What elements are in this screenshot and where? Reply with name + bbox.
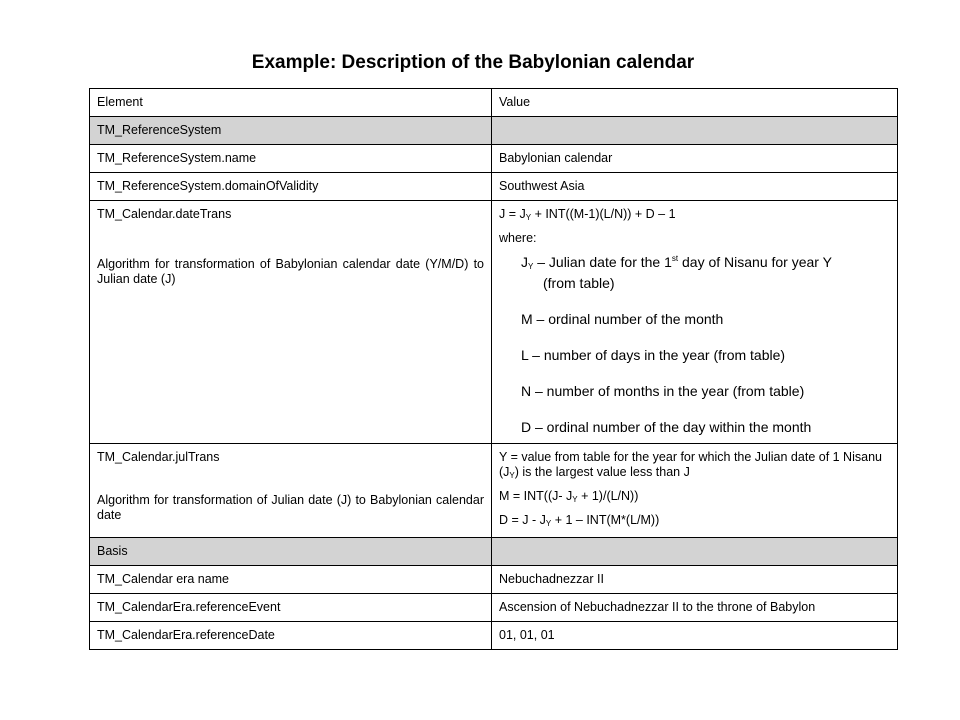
table-row (90, 444, 898, 538)
where-label: where: (499, 231, 537, 245)
variable-jy: JY – Julian date for the 1st day of Nisanu for year Y (521, 254, 832, 271)
table-header-row (90, 89, 898, 117)
variable-m: M – ordinal number of the month (521, 311, 724, 327)
table-row (90, 145, 898, 173)
table-row (90, 622, 898, 650)
calendar-table (89, 88, 898, 650)
variable-l: L – number of days in the year (from table) (521, 347, 786, 363)
formula-d: D = J - JY + 1 – INT(M*(L/M)) (499, 513, 660, 528)
variable-d: D – ordinal number of the day within the month (521, 419, 812, 435)
header-value: Value (492, 89, 898, 117)
variable-n: N – number of months in the year (from table) (521, 383, 805, 399)
table-row (90, 538, 898, 566)
element-name: TM_Calendar.dateTrans (97, 207, 232, 221)
formula: J = JY + INT((M-1)(L/N)) + D – 1 (499, 207, 676, 222)
table-row (90, 173, 898, 201)
element-description: Algorithm for transformation of Julian date (J) to Babylonian calendar date (97, 493, 484, 522)
value-cell (492, 538, 898, 566)
element-cell: Basis (90, 538, 492, 566)
page-title: Example: Description of the Babylonian calendar (251, 52, 695, 73)
header-element: Element (90, 89, 492, 117)
table-row (90, 594, 898, 622)
table-row (90, 566, 898, 594)
value-cell: Babylonian calendar (492, 145, 898, 173)
value-cell: Nebuchadnezzar II (492, 566, 898, 594)
element-cell: TM_ReferenceSystem.name (90, 145, 492, 173)
element-description: Algorithm for transformation of Babylonian calendar date (Y/M/D) to Julian date (J) (97, 257, 484, 286)
element-cell (90, 444, 492, 538)
element-cell: TM_ReferenceSystem (90, 117, 492, 145)
value-cell: Southwest Asia (492, 173, 898, 201)
formula-y: Y = value from table for the year for which the Julian date of 1 Nisanu (JY) is the largest value less than J (499, 450, 882, 480)
formula-m: M = INT((J- JY + 1)/(L/N)) (499, 489, 639, 504)
table-row (90, 201, 898, 444)
element-name: TM_Calendar.julTrans (97, 450, 220, 464)
element-cell (90, 201, 492, 444)
value-cell (492, 444, 898, 538)
element-cell: TM_Calendar era name (90, 566, 492, 594)
value-cell (492, 201, 898, 444)
element-cell: TM_ReferenceSystem.domainOfValidity (90, 173, 492, 201)
value-cell: Ascension of Nebuchadnezzar II to the throne of Babylon (492, 594, 898, 622)
element-cell: TM_CalendarEra.referenceEvent (90, 594, 492, 622)
value-cell (492, 117, 898, 145)
element-cell: TM_CalendarEra.referenceDate (90, 622, 492, 650)
variable-jy-cont: (from table) (543, 275, 615, 291)
table-row (90, 117, 898, 145)
value-cell: 01, 01, 01 (492, 622, 898, 650)
